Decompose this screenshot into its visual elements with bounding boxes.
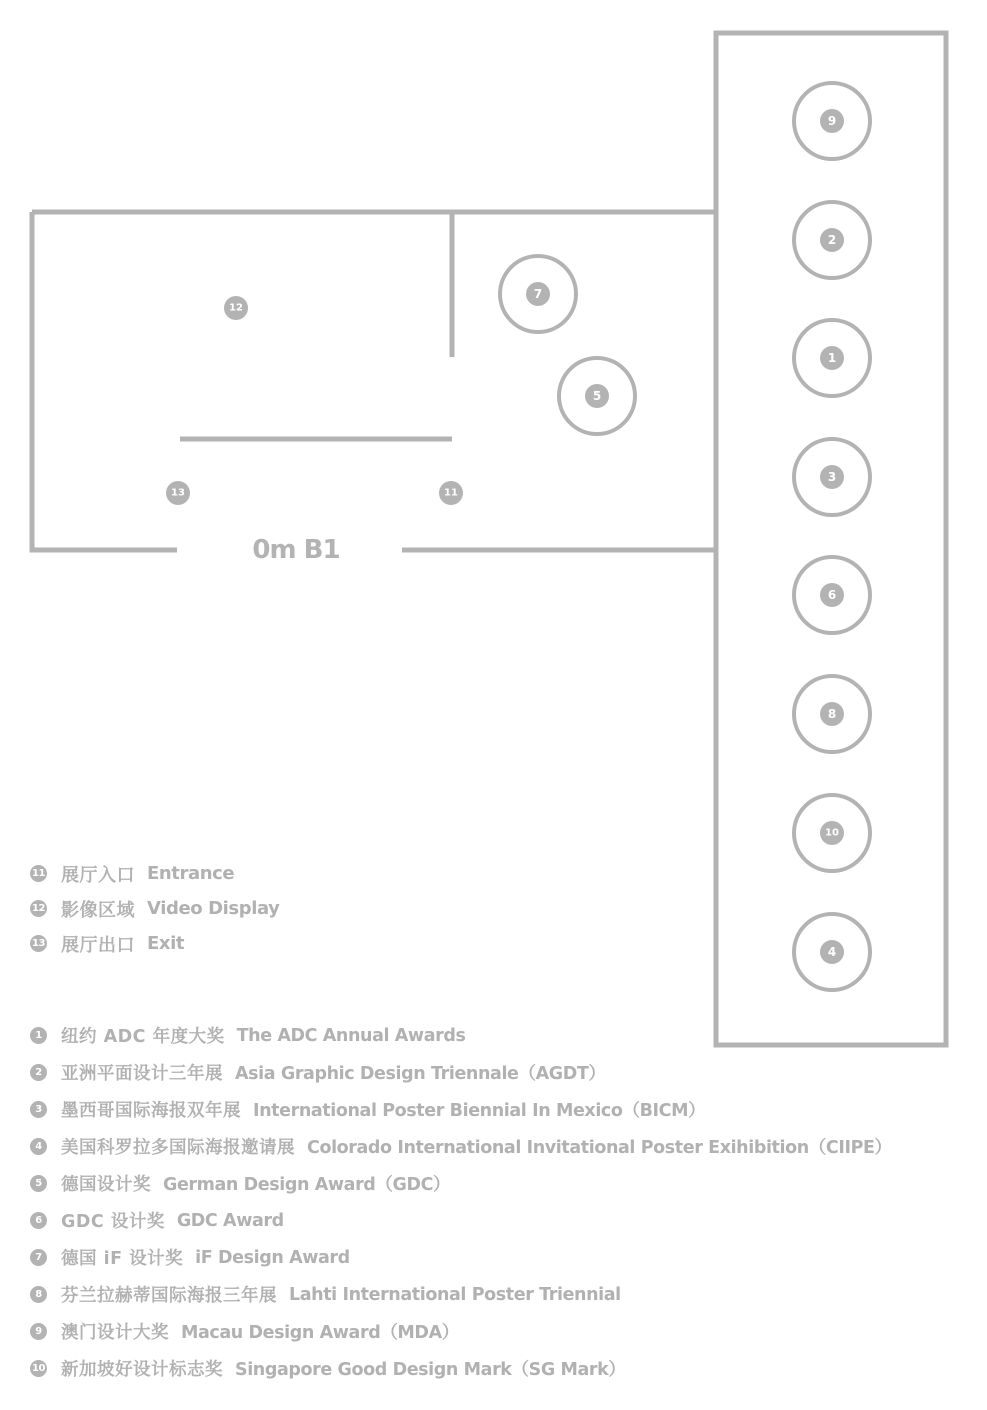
marker-13-exit[interactable] — [166, 481, 190, 505]
legend-english-label: Lahti International Poster Triennial — [289, 1284, 621, 1305]
legend-chinese-label: 展厅入口 — [61, 864, 135, 886]
marker-10[interactable] — [794, 795, 870, 871]
legend-chinese-label: 展厅出口 — [61, 934, 135, 956]
legend-number-badge: 7 — [30, 1249, 47, 1266]
marker-2[interactable] — [794, 202, 870, 278]
marker-6[interactable] — [794, 557, 870, 633]
legend-item-award — [30, 1350, 892, 1387]
marker-3[interactable] — [794, 439, 870, 515]
marker-13-number: 13 — [171, 487, 185, 499]
legend-chinese-label: 德国设计奖 — [61, 1175, 151, 1195]
floor-label: 0m B1 — [252, 535, 340, 565]
legend-chinese-label: 纽约 ADC 年度大奖 — [61, 1027, 225, 1047]
marker-10-number: 10 — [825, 827, 839, 839]
awards-legend — [30, 1017, 892, 1387]
legend-item-award — [30, 1128, 892, 1165]
legend-number-badge: 10 — [30, 1360, 47, 1377]
legend-number-badge: 9 — [30, 1323, 47, 1340]
legend-chinese-label: 芬兰拉赫蒂国际海报三年展 — [61, 1286, 277, 1306]
legend-english-label: International Poster Biennial In Mexico（BICM） — [253, 1101, 706, 1121]
legend-number-badge: 4 — [30, 1138, 47, 1155]
marker-12-video-display[interactable] — [224, 296, 248, 320]
legend-chinese-label: 新加坡好设计标志奖 — [61, 1360, 223, 1380]
marker-1-number: 1 — [827, 351, 837, 365]
marker-7-number: 7 — [533, 287, 543, 301]
legend-chinese-label: 澳门设计大奖 — [61, 1323, 169, 1343]
legend-number-badge: 3 — [30, 1101, 47, 1118]
legend-chinese-label: 亚洲平面设计三年展 — [61, 1064, 223, 1084]
legend-number-badge: 2 — [30, 1064, 47, 1081]
legend-number-badge: 8 — [30, 1286, 47, 1303]
legend-number-badge: 13 — [30, 935, 47, 952]
legend-item-award — [30, 1017, 892, 1054]
marker-5-number: 5 — [592, 389, 602, 403]
marker-1[interactable] — [794, 320, 870, 396]
marker-3-number: 3 — [827, 470, 837, 484]
legend-number-badge: 6 — [30, 1212, 47, 1229]
left-wall — [32, 212, 177, 550]
legend-number-badge: 5 — [30, 1175, 47, 1192]
legend-english-label: GDC Award — [176, 1210, 284, 1231]
marker-12-number: 12 — [229, 302, 243, 314]
legend-english-label: Colorado International Invitational Poster Exihibition（CIIPE） — [307, 1138, 892, 1158]
marker-6-number: 6 — [827, 588, 837, 602]
marker-4[interactable] — [794, 914, 870, 990]
legend-number-badge: 1 — [30, 1027, 47, 1044]
legend-chinese-label: 影像区域 — [61, 899, 135, 921]
marker-11-entrance[interactable] — [439, 481, 463, 505]
legend-english-label: Exit — [147, 933, 185, 954]
marker-9-number: 9 — [827, 114, 837, 128]
legend-item-award — [30, 1202, 892, 1239]
legend-number-badge: 11 — [30, 865, 47, 882]
marker-7[interactable] — [500, 256, 576, 332]
right-gallery-wall — [716, 33, 946, 1045]
legend-item-award — [30, 1239, 892, 1276]
legend-item-award — [30, 1054, 892, 1091]
legend-item-award — [30, 1276, 892, 1313]
legend-item-entrance — [30, 856, 280, 891]
facilities-legend — [30, 856, 280, 961]
legend-english-label: German Design Award（GDC） — [163, 1175, 451, 1195]
legend-english-label: Macau Design Award（MDA） — [181, 1323, 459, 1343]
legend-english-label: Video Display — [147, 898, 280, 919]
legend-chinese-label: 墨西哥国际海报双年展 — [61, 1101, 241, 1121]
legend-english-label: Entrance — [147, 863, 235, 884]
legend-chinese-label: GDC 设计奖 — [61, 1212, 165, 1232]
marker-9[interactable] — [794, 83, 870, 159]
legend-number-badge: 12 — [30, 900, 47, 917]
legend-english-label: The ADC Annual Awards — [236, 1025, 466, 1046]
legend-english-label: Asia Graphic Design Triennale（AGDT） — [235, 1064, 606, 1084]
marker-8-number: 8 — [827, 707, 837, 721]
marker-2-number: 2 — [827, 233, 837, 247]
legend-english-label: iF Design Award — [195, 1247, 350, 1268]
legend-item-video-display — [30, 891, 280, 926]
legend-english-label: Singapore Good Design Mark（SG Mark） — [235, 1360, 626, 1380]
marker-8[interactable] — [794, 676, 870, 752]
marker-11-number: 11 — [444, 487, 458, 499]
legend-item-exit — [30, 926, 280, 961]
legend-chinese-label: 美国科罗拉多国际海报邀请展 — [61, 1138, 295, 1158]
marker-5[interactable] — [559, 358, 635, 434]
legend-item-award — [30, 1313, 892, 1350]
marker-4-number: 4 — [827, 945, 837, 959]
legend-item-award — [30, 1165, 892, 1202]
legend-chinese-label: 德国 iF 设计奖 — [61, 1249, 184, 1269]
legend-item-award — [30, 1091, 892, 1128]
